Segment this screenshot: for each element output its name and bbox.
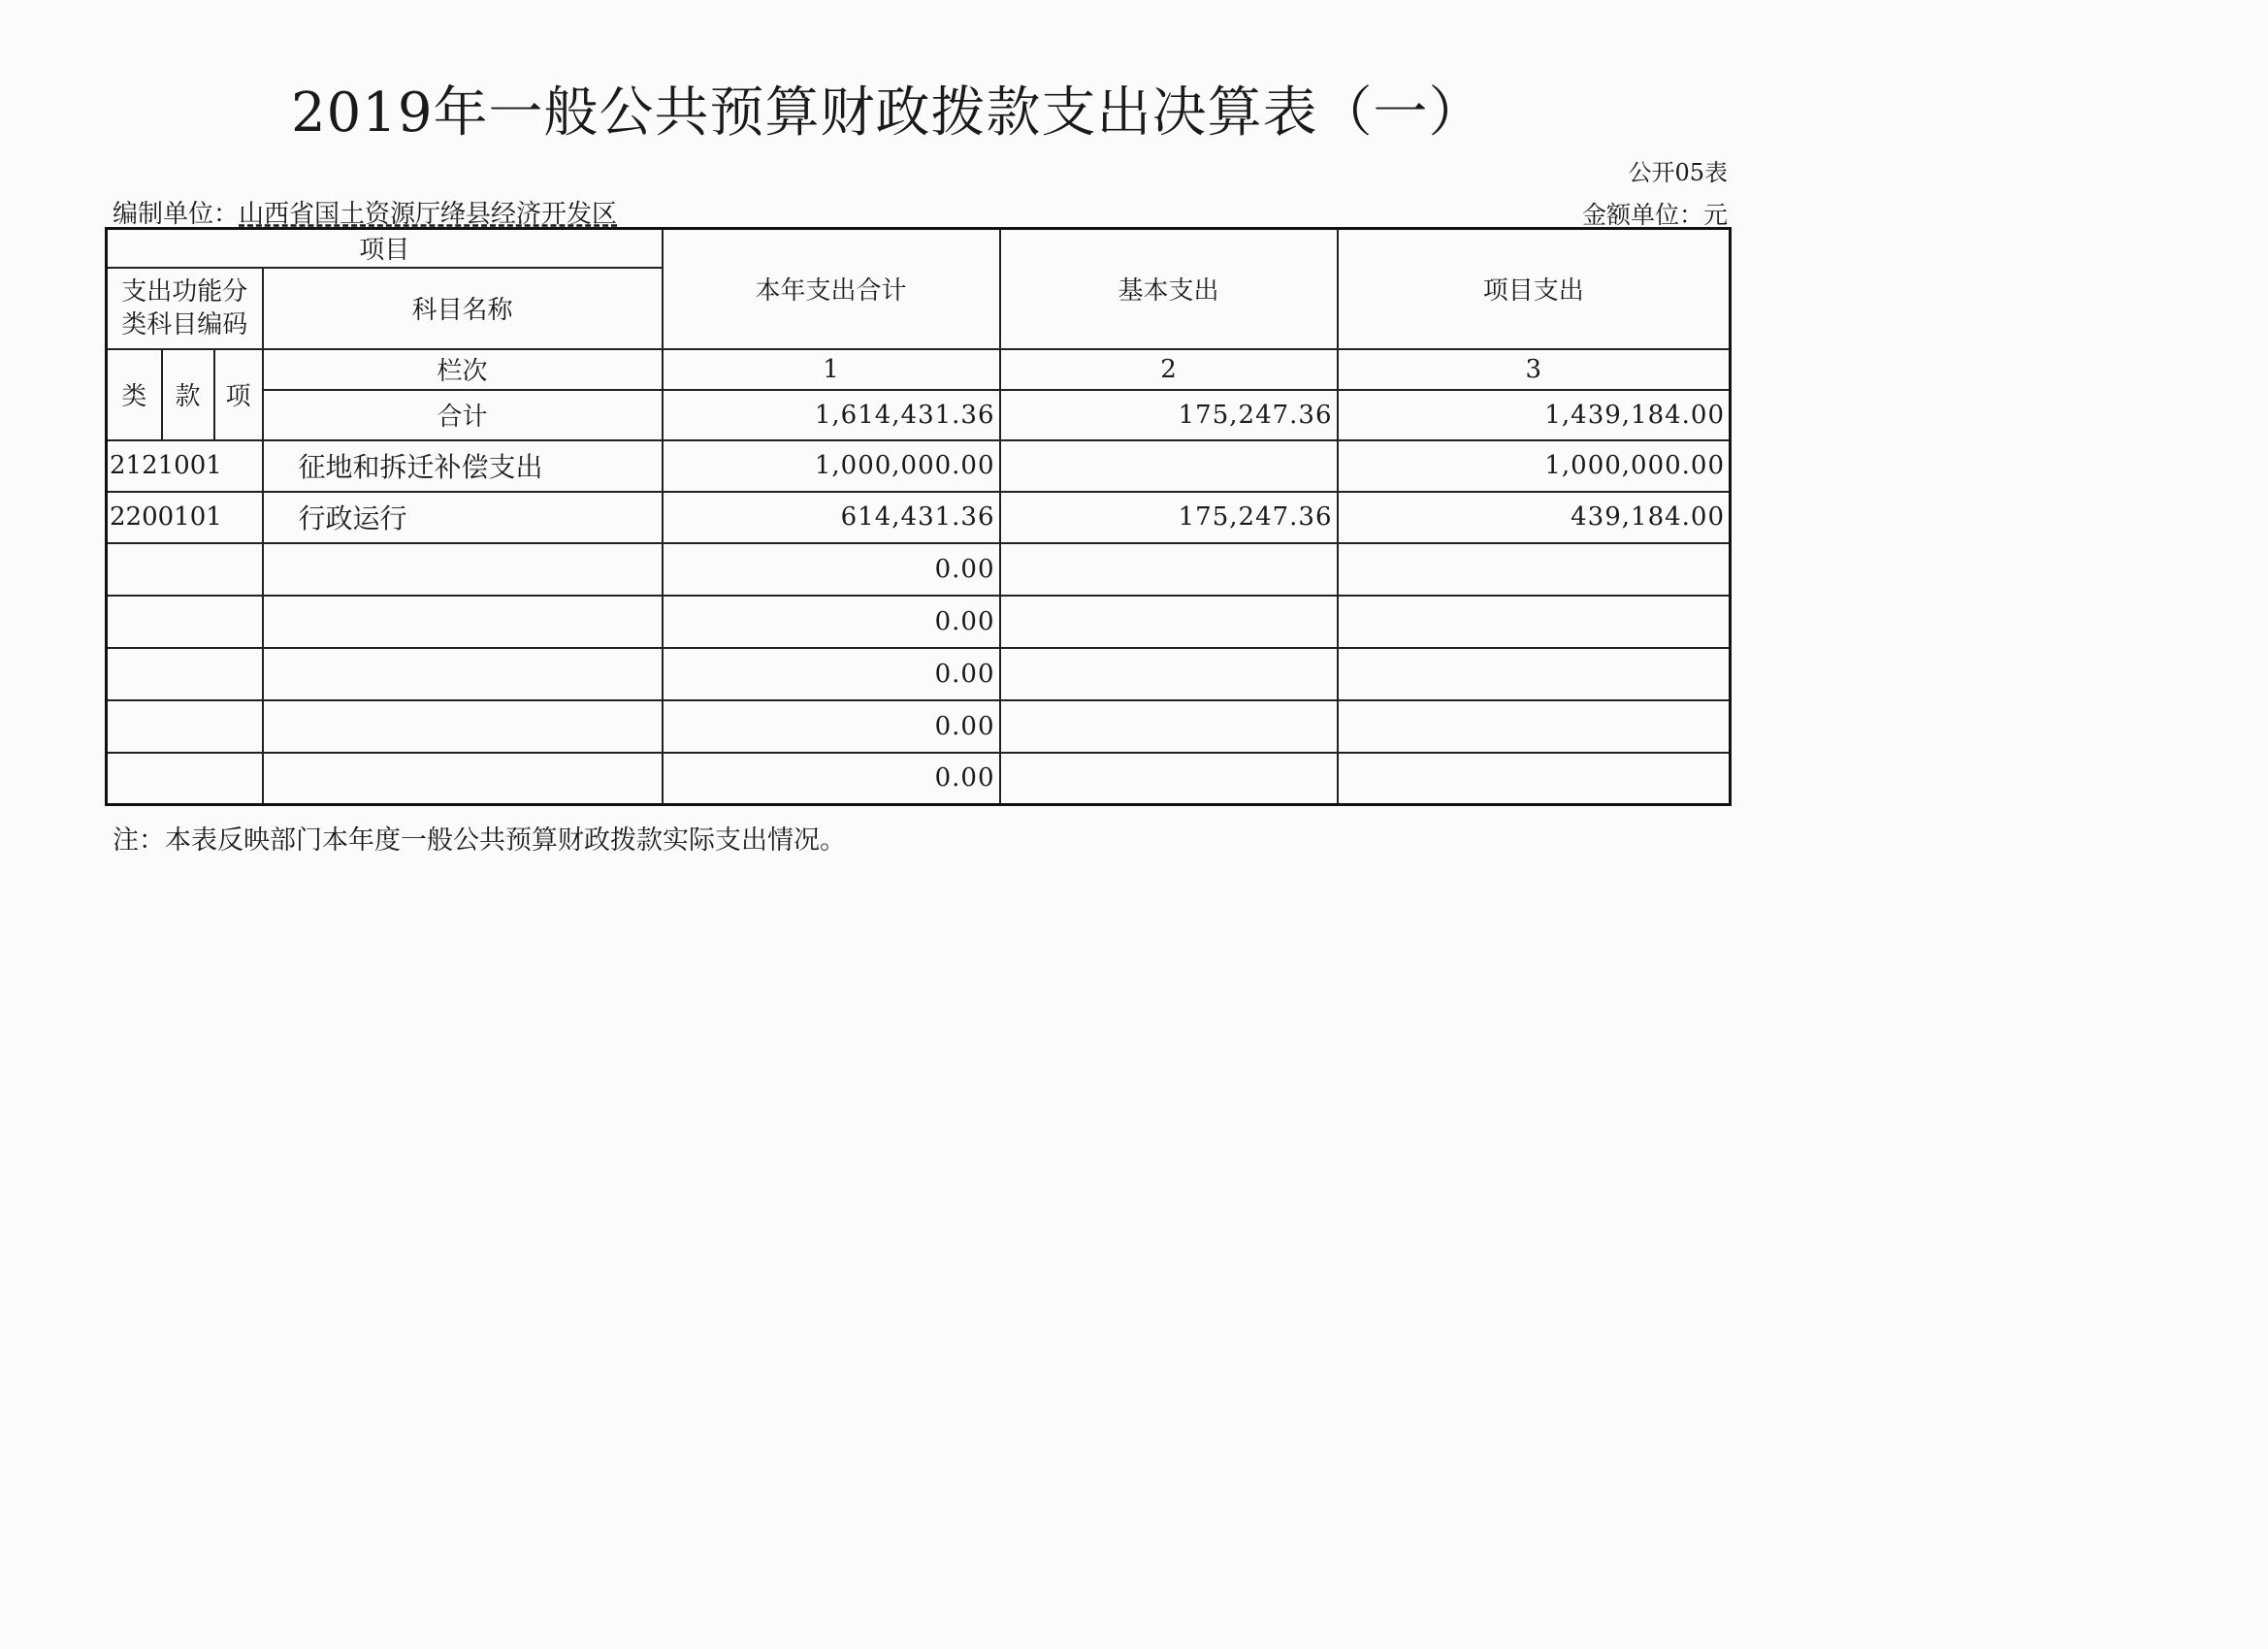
row-total: 0.00 [663, 753, 1000, 805]
row-total: 0.00 [663, 648, 1000, 700]
sum-basic: 175,247.36 [1000, 390, 1338, 440]
row-project [1338, 753, 1731, 805]
row-total: 1,000,000.00 [663, 440, 1000, 492]
row-name: 征地和拆迁补偿支出 [263, 440, 663, 492]
row-project [1338, 596, 1731, 648]
column-number-3: 3 [1338, 349, 1731, 390]
budget-table-wrapper [105, 227, 1729, 806]
page-title: 2019年一般公共预算财政拨款支出决算表（一） [291, 81, 1484, 145]
header-project: 项目支出 [1338, 229, 1731, 349]
column-number-2: 2 [1000, 349, 1338, 390]
header-item: 项目 [107, 229, 663, 268]
row-name [263, 700, 663, 753]
row-name [263, 753, 663, 805]
row-code [107, 700, 263, 753]
table-row [107, 543, 1731, 596]
header-subject-name: 科目名称 [263, 268, 663, 349]
compiling-unit-value: 山西省国土资源厅绛县经济开发区 [239, 200, 618, 229]
form-number: 公开05表 [1628, 159, 1728, 186]
column-number-row [107, 349, 1731, 390]
header-xiang: 项 [214, 349, 263, 440]
compiling-unit [113, 194, 617, 230]
row-code: 2121001 [107, 440, 263, 492]
row-basic [1000, 440, 1338, 492]
header-kuan: 款 [162, 349, 214, 440]
header-basic: 基本支出 [1000, 229, 1338, 349]
row-project [1338, 648, 1731, 700]
header-lei: 类 [107, 349, 162, 440]
row-basic [1000, 596, 1338, 648]
table-footnote: 注：本表反映部门本年度一般公共预算财政拨款实际支出情况。 [113, 825, 846, 856]
row-name [263, 543, 663, 596]
table-row [107, 596, 1731, 648]
compiling-unit-label: 编制单位： [113, 200, 240, 229]
row-basic: 175,247.36 [1000, 492, 1338, 543]
column-number-label: 栏次 [263, 349, 663, 390]
table-row [107, 492, 1731, 543]
sum-total: 1,614,431.36 [663, 390, 1000, 440]
row-total: 0.00 [663, 596, 1000, 648]
column-number-1: 1 [663, 349, 1000, 390]
table-row [107, 440, 1731, 492]
row-basic [1000, 700, 1338, 753]
budget-table [105, 227, 1732, 806]
row-project: 439,184.00 [1338, 492, 1731, 543]
amount-unit: 金额单位：元 [1581, 201, 1728, 229]
row-basic [1000, 648, 1338, 700]
sum-row [107, 390, 1731, 440]
table-row [107, 753, 1731, 805]
row-project: 1,000,000.00 [1338, 440, 1731, 492]
row-name [263, 648, 663, 700]
row-name [263, 596, 663, 648]
row-code [107, 596, 263, 648]
row-code [107, 543, 263, 596]
header-row-1 [107, 229, 1731, 268]
header-total: 本年支出合计 [663, 229, 1000, 349]
row-total: 614,431.36 [663, 492, 1000, 543]
sum-project: 1,439,184.00 [1338, 390, 1731, 440]
row-total: 0.00 [663, 543, 1000, 596]
row-project [1338, 700, 1731, 753]
row-basic [1000, 543, 1338, 596]
row-basic [1000, 753, 1338, 805]
header-function-code: 支出功能分类科目编码 [107, 268, 263, 349]
sum-label: 合计 [263, 390, 663, 440]
row-code [107, 753, 263, 805]
row-project [1338, 543, 1731, 596]
row-name: 行政运行 [263, 492, 663, 543]
table-row [107, 648, 1731, 700]
table-row [107, 700, 1731, 753]
row-total: 0.00 [663, 700, 1000, 753]
row-code [107, 648, 263, 700]
row-code: 2200101 [107, 492, 263, 543]
